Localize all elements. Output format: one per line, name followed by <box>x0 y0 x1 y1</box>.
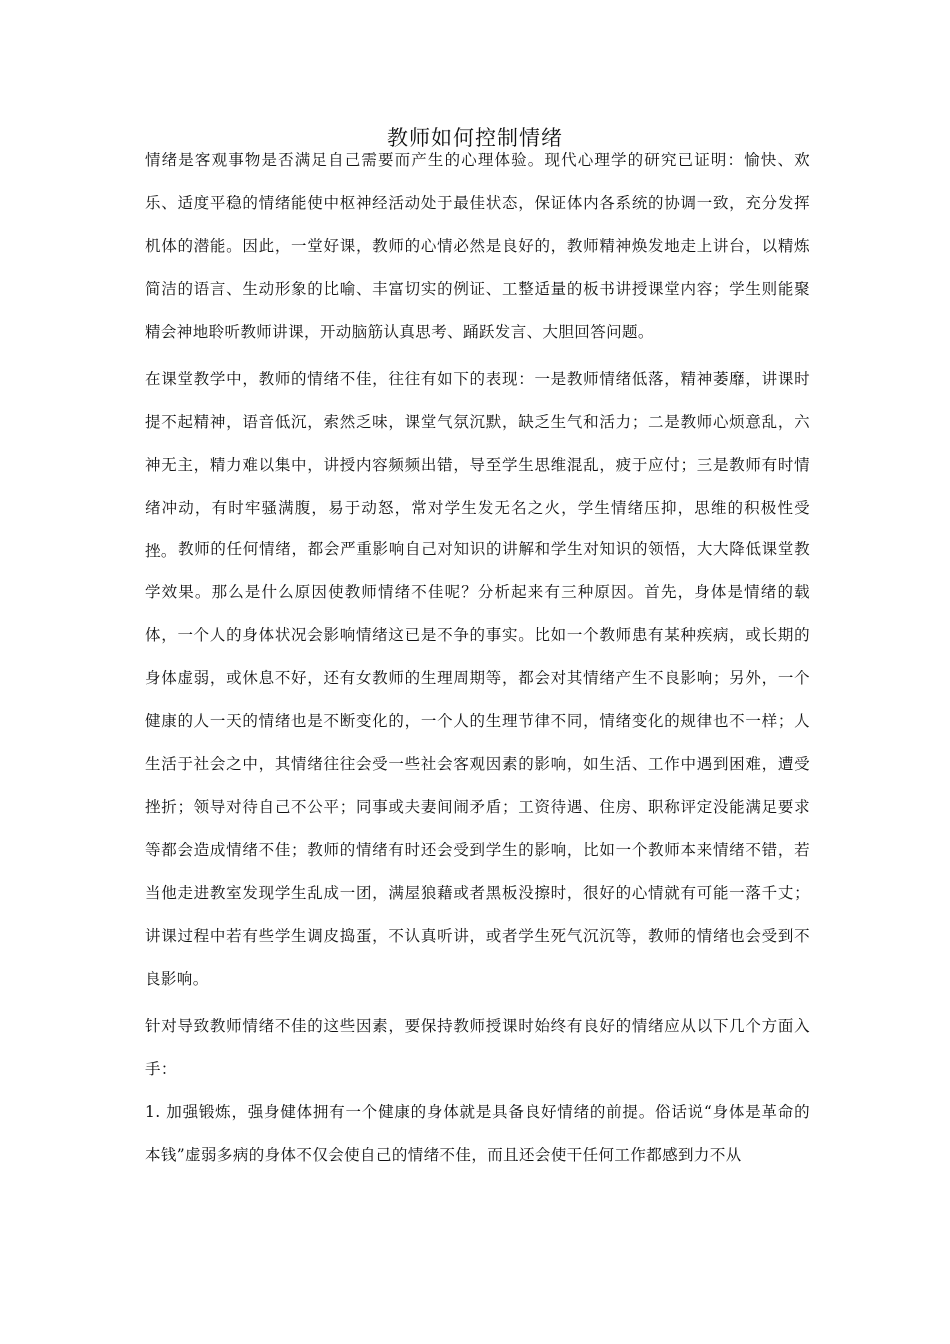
paragraph-solutions-intro: 针对导致教师情绪不佳的这些因素，要保持教师授课时始终有良好的情绪应从以下几个方面入手： <box>145 1017 810 1078</box>
paragraph-causes: 教师的任何情绪，都会严重影响自己对知识的讲解和学生对知识的领悟，大大降低课堂教学效果。那么是什么原因使教师情绪不佳呢？分析起来有三种原因。首先，身体是情绪的载体，一个人的身体状况会影响情绪这已是不争的事实。比如一个教师患有某种疾病，或长期的身体虚弱，或休息不好，还有女教师的生理周期等，都会对其情绪产生不良影响；另外，一个健康的人一天的情绪也是不断变化的，一个人的生理节律不同，情绪变化的规律也不一样；人生活于社会之中，其情绪往往会受一些社会客观因素的影响，如生活、工作中遇到困难，遭受挫折；领导对待自己不公平；同事或夫妻间闹矛盾；工资待遇、住房、职称评定没能满足要求等都会造成情绪不佳；教师的情绪有时还会受到学生的影响，比如一个教师本来情绪不错，若当他走进教室发现学生乱成一团，满屋狼藉或者黑板没擦时，很好的心情就有可能一落千丈；讲课过程中若有些学生调皮捣蛋，不认真听讲，或者学生死气沉沉等，教师的情绪也会受到不良影响。 <box>145 540 810 988</box>
paragraph-intro: 情绪是客观事物是否满足自己需要而产生的心理体验。现代心理学的研究已证明：愉快、欢乐、适度平稳的情绪能使中枢神经活动处于最佳状态，保证体内各系统的协调一致，充分发挥机体的潜能。因此，一堂好课，教师的心情必然是良好的，教师精神焕发地走上讲台，以精炼简洁的语言、生动形象的比喻、丰富切实的例证、工整适量的板书讲授课堂内容；学生则能聚精会神地聆听教师讲课，开动脑筋认真思考、踊跃发言、大胆回答问题。 <box>145 151 810 341</box>
paragraph-symptoms: 在课堂教学中，教师的情绪不佳，往往有如下的表现：一是教师情绪低落，精神萎靡，讲课时提不起精神，语音低沉，索然乏味，课堂气氛沉默，缺乏生气和活力；二是教师心烦意乱，六神无主，精力难以集中，讲授内容频频出错，导至学生思维混乱，疲于应付；三是教师有时情绪冲动，有时牢骚满腹，易于动怒，常对学生发无名之火，学生情绪压抑，思维的积极性受挫。 <box>145 370 810 560</box>
page-title: 教师如何控制情绪 <box>387 126 563 150</box>
paragraph-point-1: 1. 加强锻炼，强身健体拥有一个健康的身体就是具备良好情绪的前提。俗话说“身体是革命的本钱”虚弱多病的身体不仅会使自己的情绪不佳，而且还会使干任何工作都感到力不从 <box>145 1103 810 1164</box>
